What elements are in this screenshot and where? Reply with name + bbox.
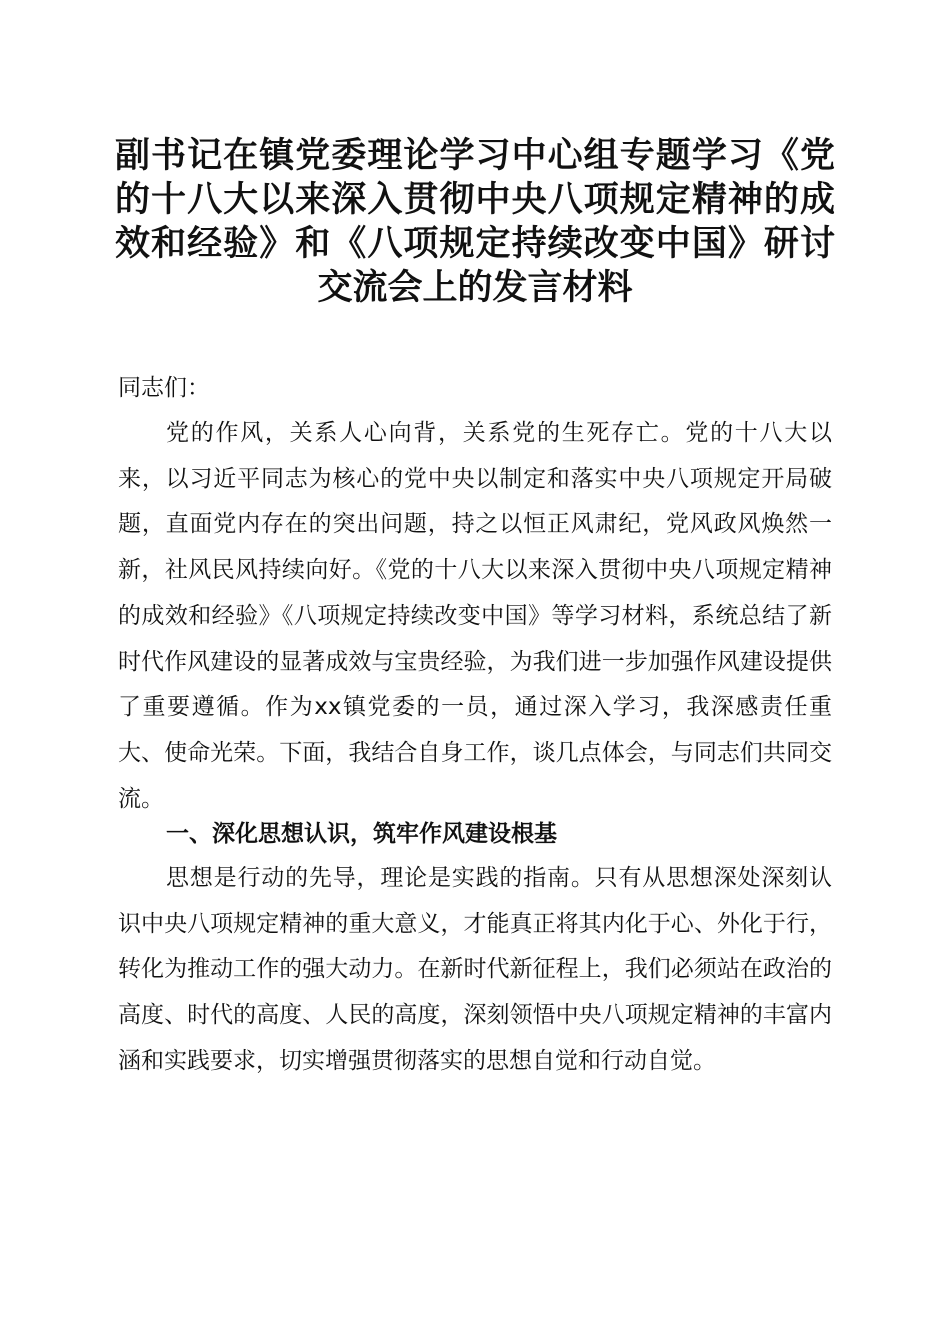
salutation: 同志们：: [118, 375, 210, 401]
paragraph-intro: 党的作风，关系人心向背，关系党的生死存亡。党的十八大以来，以习近平同志为核心的党中央以制定和落实中央八项规定开局破题，直面党内存在的突出问题，持之以恒正风肃纪，党风政风焕然一新，社风民风持续向好。《党的十八大以来深入贯彻中央八项规定精神的成效和经验》《八项规定持续改变中国》等学习材料，系统总结了新时代作风建设的显著成效与宝贵经验，为我们进一步加强作风建设提供了重要遵循。作为xx镇党委的一员，通过深入学习，我深感责任重大、使命光荣。下面，我结合自身工作，谈几点体会，与同志们共同交流。: [118, 420, 832, 812]
document-title: 副书记在镇党委理论学习中心组专题学习《党的十八大以来深入贯彻中央八项规定精神的成效和经验》和《八项规定持续改变中国》研讨交流会上的发言材料: [115, 135, 835, 308]
paragraph-section-1: 思想是行动的先导，理论是实践的指南。只有从思想深处深刻认识中央八项规定精神的重大意义，才能真正将其内化于心、外化于行，转化为推动工作的强大动力。在新时代新征程上，我们必须站在政治的高度、时代的高度、人民的高度，深刻领悟中央八项规定精神的丰富内涵和实践要求，切实增强贯彻落实的思想自觉和行动自觉。: [118, 865, 832, 1074]
section-heading: 一、深化思想认识，筑牢作风建设根基: [166, 821, 557, 847]
